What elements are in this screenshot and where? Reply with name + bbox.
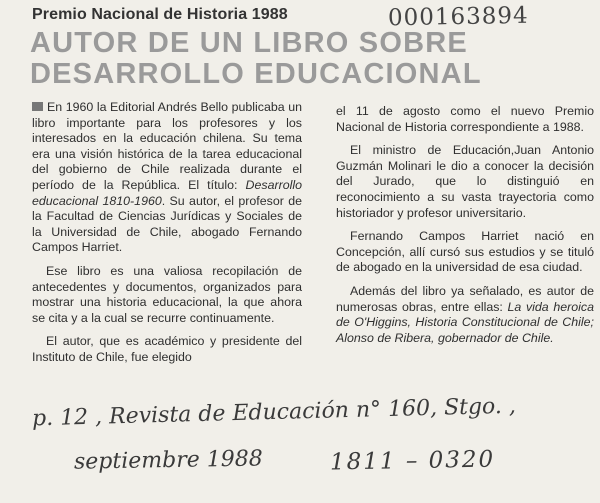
paragraph-6: [336, 284, 594, 346]
article-column-left: [32, 100, 302, 374]
paragraph-5: Fernando Campos Harriet nació en Concepción, allí cursó sus estudios y se tituló de abogado en la universidad de esa ciudad.: [336, 229, 594, 275]
paragraph-1-text-end: . Su autor, el profesor de la Facultad de Ciencias Jurídicas y Sociales de la Universidad de Chile, abogado Fernando Campos Harriet.: [32, 193, 302, 255]
headline: [30, 28, 590, 90]
kicker-title: Premio Nacional de Historia 1988: [32, 6, 288, 23]
paragraph-1: [32, 100, 302, 256]
paragraph-3-continued: el 11 de agosto como el nuevo Premio Nacional de Historia correspondiente a 1988.: [336, 104, 594, 134]
paragraph-4: El ministro de Educación,Juan Antonio Guzmán Molinari le dio a conocer la decisión del Jurado, que lo distinguió en reconocimiento a su vasta trayectoria como historiador y profesor universitario.: [336, 143, 594, 220]
headline-line-1: AUTOR DE UN LIBRO SOBRE: [30, 27, 468, 59]
article-column-right: [336, 104, 594, 354]
paragraph-3: El autor, que es académico y presidente del Instituto de Chile, fue elegido: [32, 334, 302, 364]
square-bullet-icon: [32, 102, 43, 111]
handwritten-reference-number: 1811 – 0320: [329, 446, 496, 476]
handwritten-source-note: p. 12 , Revista de Educación n° 160, Stgo. ,: [31, 393, 517, 432]
headline-line-2: DESARROLLO EDUCACIONAL: [30, 58, 482, 90]
paragraph-1-text: En 1960 la Editorial Andrés Bello publicaba un libro importante para los profesores y los interesados en la educación chilena. Su tema era una visión histórica de la tarea educacional del gobierno de Chile realizada durante el período de la República. El título:: [32, 100, 302, 192]
paragraph-2: Ese libro es una valiosa recopilación de antecedentes y documentos, organizados para mostrar una historia educacional, la que ahora se cita y a la cual se recurre continuamente.: [32, 263, 302, 325]
handwritten-date-note: septiembre 1988: [73, 446, 263, 475]
archive-code-handwritten: 000163894: [387, 2, 529, 32]
works-list: La vida heroica de O'Higgins, Historia Constitucional de Chile; Alonso de Ribera, gobernador de Chile.: [336, 299, 594, 345]
book-title: Desarrollo educacional 1810-1960: [32, 177, 302, 208]
paragraph-6-text: Además del libro ya señalado, es autor de numerosas obras, entre ellas:: [336, 283, 594, 314]
